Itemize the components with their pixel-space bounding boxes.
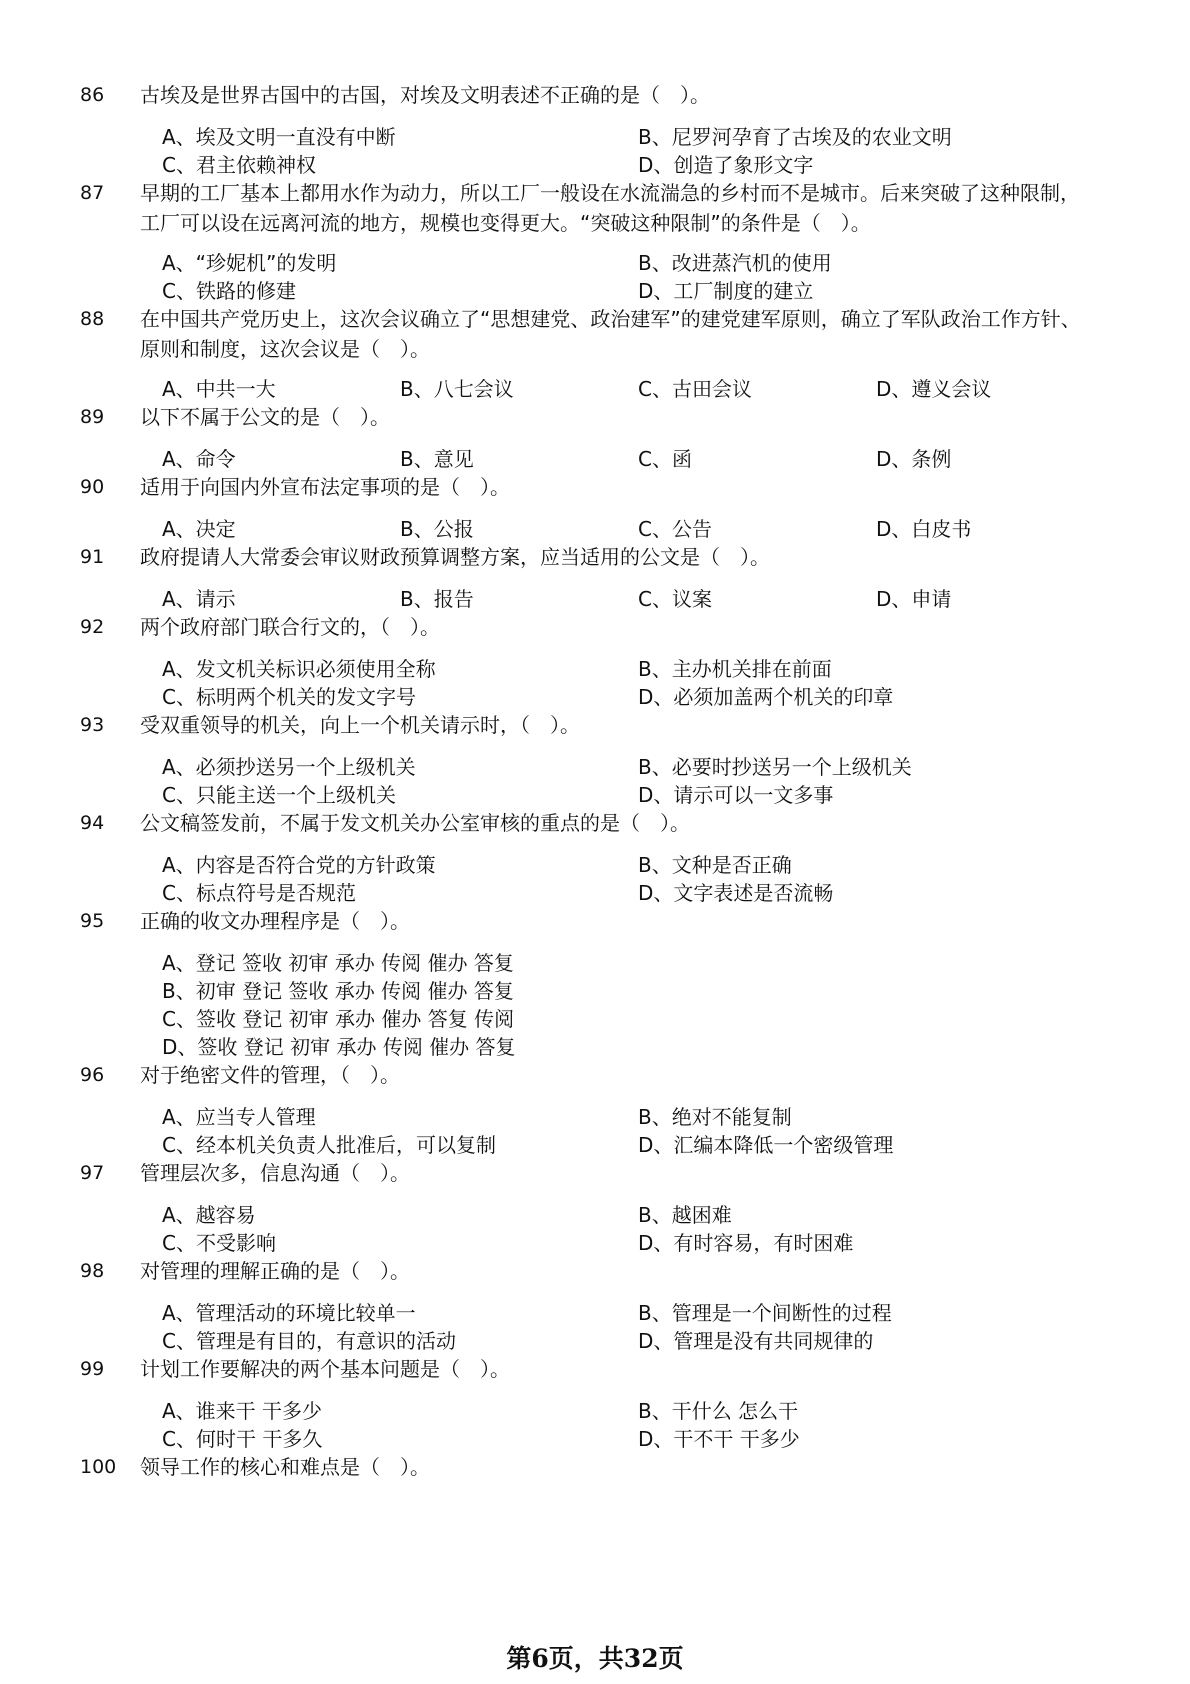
option-d: D、签收 登记 初审 承办 传阅 催办 答复 [162,1035,516,1059]
option-b: B、公报 [400,517,474,541]
option-c: C、函 [638,447,692,471]
question-number: 88 [80,308,105,330]
option-c: C、不受影响 [162,1231,276,1255]
question-number: 89 [80,406,105,428]
question-number: 96 [80,1064,105,1086]
question-text: 政府提请人大常委会审议财政预算调整方案，应当适用的公文是（ ）。 [140,545,770,569]
question-text: 早期的工厂基本上都用水作为动力，所以工厂一般设在水流湍急的乡村而不是城市。后来突破了这种限制，工厂可以设在远离河流的地方，规模也变得更大。“突破这种限制”的条件是（ ）。 [140,181,1080,235]
option-b: B、初审 登记 签收 承办 传阅 催办 答复 [162,979,514,1003]
question-number: 86 [80,84,105,106]
option-c: C、古田会议 [638,377,752,401]
option-d: D、条例 [876,447,952,471]
question-text: 对管理的理解正确的是（ ）。 [140,1259,410,1283]
question-number: 93 [80,714,105,736]
option-d: D、汇编本降低一个密级管理 [638,1133,894,1157]
question-number: 99 [80,1358,105,1380]
question-text: 古埃及是世界古国中的古国，对埃及文明表述不正确的是（ ）。 [140,83,710,107]
option-b: B、八七会议 [400,377,514,401]
option-d: D、请示可以一文多事 [638,783,834,807]
option-c: C、何时干 干多久 [162,1427,323,1451]
question-number: 92 [80,616,105,638]
question-number: 91 [80,546,105,568]
option-c: C、只能主送一个上级机关 [162,783,396,807]
option-a: A、应当专人管理 [162,1105,316,1129]
option-a: A、越容易 [162,1203,256,1227]
question-text: 适用于向国内外宣布法定事项的是（ ）。 [140,475,510,499]
question-text: 在中国共产党历史上，这次会议确立了“思想建党、政治建军”的建党建军原则，确立了军队政治工作方针、原则和制度，这次会议是（ ）。 [140,307,1081,361]
question-number: 100 [80,1456,117,1478]
question-text: 计划工作要解决的两个基本问题是（ ）。 [140,1357,510,1381]
option-a: A、内容是否符合党的方针政策 [162,853,436,877]
option-c: C、管理是有目的，有意识的活动 [162,1329,456,1353]
question-text: 以下不属于公文的是（ ）。 [140,405,390,429]
page-footer: 第6页，共32页 [506,1644,684,1673]
option-b: B、管理是一个间断性的过程 [638,1301,892,1325]
option-a: A、埃及文明一直没有中断 [162,125,396,149]
option-b: B、必要时抄送另一个上级机关 [638,755,912,779]
question-text: 公文稿签发前，不属于发文机关办公室审核的重点的是（ ）。 [140,811,690,835]
question-text: 正确的收文办理程序是（ ）。 [140,909,410,933]
option-b: B、报告 [400,587,474,611]
question-number: 94 [80,812,105,834]
question-number: 90 [80,476,105,498]
question-number: 98 [80,1260,105,1282]
question-text: 领导工作的核心和难点是（ ）。 [140,1455,430,1479]
option-d: D、必须加盖两个机关的印章 [638,685,894,709]
option-a: A、谁来干 干多少 [162,1399,323,1423]
option-c: C、标明两个机关的发文字号 [162,685,416,709]
option-a: A、登记 签收 初审 承办 传阅 催办 答复 [162,951,514,975]
option-b: B、干什么 怎么干 [638,1399,799,1423]
option-d: D、有时容易，有时困难 [638,1231,854,1255]
option-d: D、申请 [876,587,952,611]
option-b: B、越困难 [638,1203,732,1227]
option-b: B、绝对不能复制 [638,1105,792,1129]
option-c: C、君主依赖神权 [162,153,316,177]
option-b: B、改进蒸汽机的使用 [638,251,832,275]
option-a: A、请示 [162,587,236,611]
option-c: C、公告 [638,517,712,541]
option-a: A、管理活动的环境比较单一 [162,1301,416,1325]
option-b: B、意见 [400,447,474,471]
question-text: 对于绝密文件的管理，（ ）。 [140,1063,400,1087]
option-a: A、决定 [162,517,236,541]
option-a: A、必须抄送另一个上级机关 [162,755,416,779]
option-a: A、中共一大 [162,377,276,401]
option-c: C、签收 登记 初审 承办 催办 答复 传阅 [162,1007,515,1031]
option-b: B、文种是否正确 [638,853,792,877]
question-text: 管理层次多，信息沟通（ ）。 [140,1161,410,1185]
option-d: D、文字表述是否流畅 [638,881,834,905]
option-a: A、发文机关标识必须使用全称 [162,657,436,681]
question-text: 受双重领导的机关，向上一个机关请示时，（ ）。 [140,713,580,737]
option-c: C、议案 [638,587,712,611]
option-d: D、遵义会议 [876,377,992,401]
option-d: D、干不干 干多少 [638,1427,800,1451]
option-b: B、尼罗河孕育了古埃及的农业文明 [638,125,952,149]
question-number: 87 [80,182,105,204]
option-a: A、命令 [162,447,236,471]
option-d: D、白皮书 [876,517,972,541]
option-c: C、标点符号是否规范 [162,881,356,905]
question-number: 97 [80,1162,105,1184]
option-c: C、铁路的修建 [162,279,296,303]
option-d: D、创造了象形文字 [638,153,814,177]
option-a: A、“珍妮机”的发明 [162,251,337,275]
option-d: D、工厂制度的建立 [638,279,814,303]
option-b: B、主办机关排在前面 [638,657,832,681]
question-text: 两个政府部门联合行文的，（ ）。 [140,615,440,639]
option-d: D、管理是没有共同规律的 [638,1329,874,1353]
option-c: C、经本机关负责人批准后，可以复制 [162,1133,496,1157]
question-number: 95 [80,910,105,932]
